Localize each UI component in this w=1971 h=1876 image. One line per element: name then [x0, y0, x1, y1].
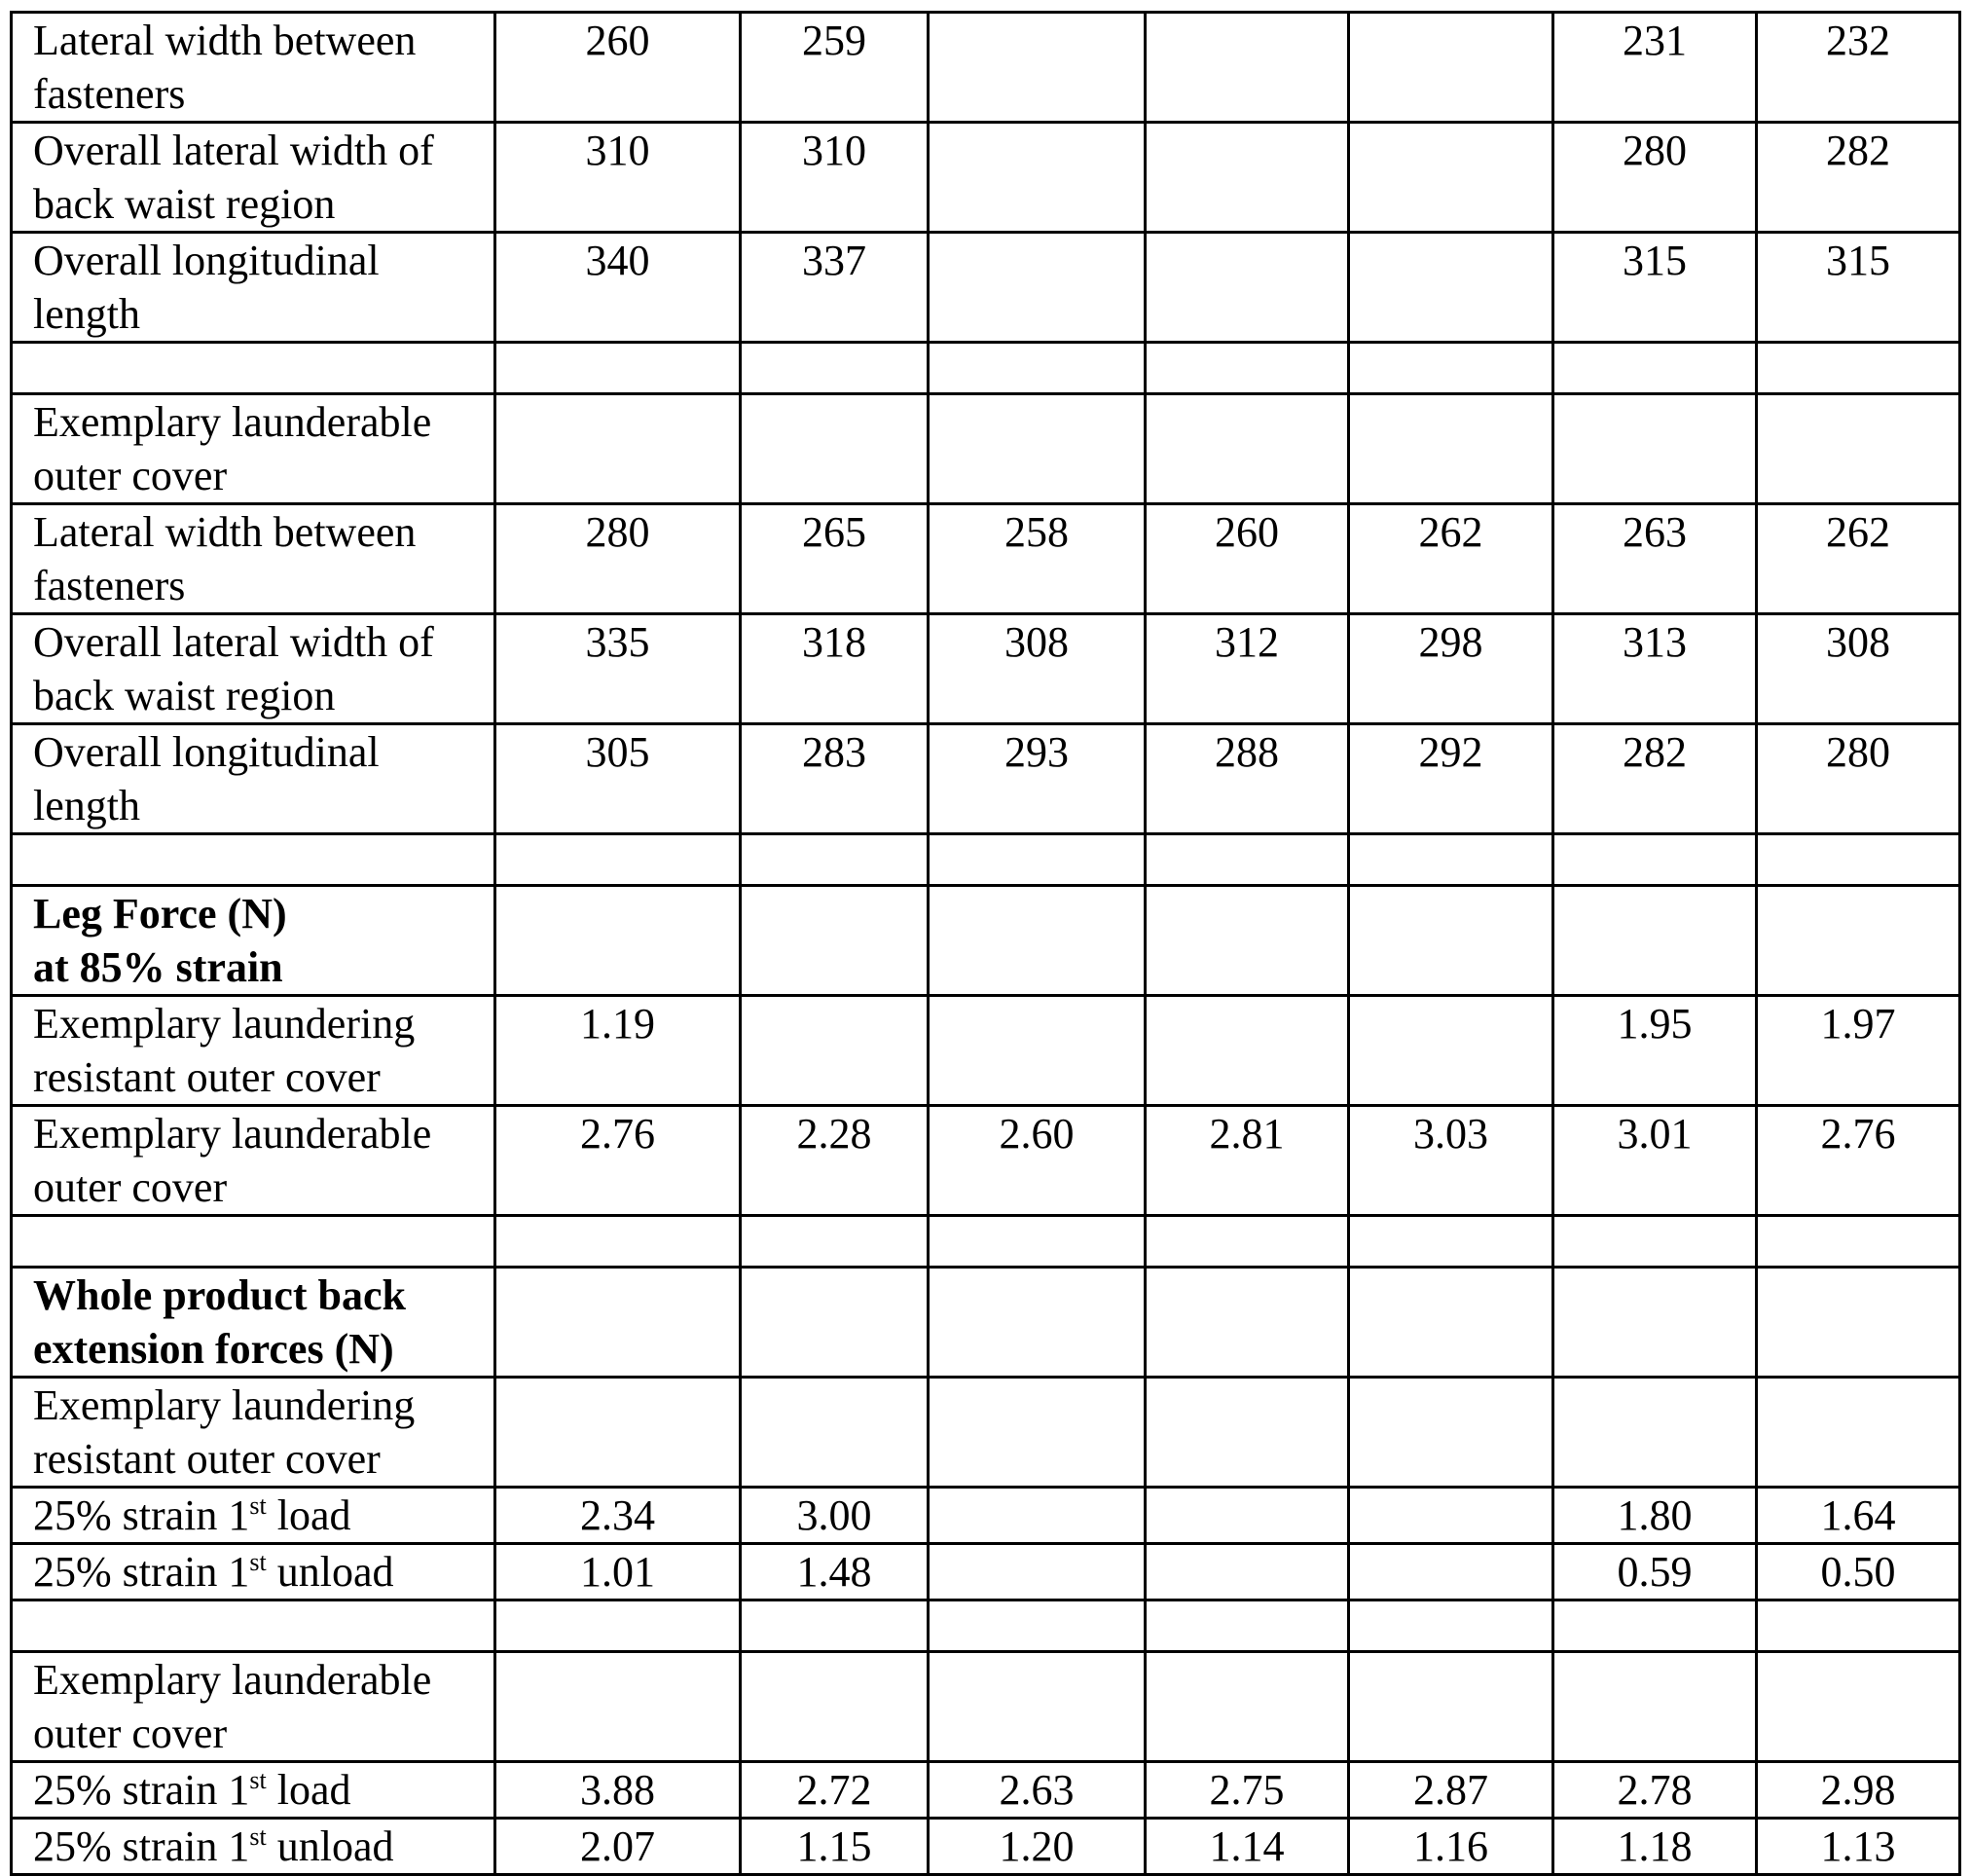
cell-value: 258 [929, 504, 1146, 614]
cell-value [1553, 1378, 1757, 1488]
cell-value [1553, 1600, 1757, 1652]
cell-value: 298 [1349, 614, 1553, 724]
cell-value: 2.72 [741, 1762, 929, 1819]
row-label-text: 25% strain 1 [33, 1766, 250, 1814]
cell-value [495, 1600, 741, 1652]
cell-value [1349, 1544, 1553, 1600]
cell-value: 259 [741, 13, 929, 123]
table-row-overall-longitudinal-length [12, 233, 1960, 343]
cell-value: 2.76 [1757, 1106, 1960, 1216]
cell-value [929, 996, 1146, 1106]
cell-value [1349, 123, 1553, 233]
row-label [12, 834, 495, 886]
cell-value [495, 1216, 741, 1268]
cell-value: 308 [1757, 614, 1960, 724]
cell-value [1146, 233, 1349, 343]
ordinal-suffix: st [249, 1548, 267, 1576]
cell-value [1349, 886, 1553, 996]
cell-value: 1.14 [1146, 1819, 1349, 1875]
row-label: Overall longitudinal length [12, 233, 495, 343]
cell-value: 260 [1146, 504, 1349, 614]
cell-value [1349, 1378, 1553, 1488]
table-row-heading-leg-force [12, 886, 1960, 996]
cell-value: 1.15 [741, 1819, 929, 1875]
cell-value [929, 1600, 1146, 1652]
cell-value: 2.87 [1349, 1762, 1553, 1819]
table-row-launderable-outer-cover [12, 1106, 1960, 1216]
cell-value: 308 [929, 614, 1146, 724]
cell-value [1349, 394, 1553, 504]
cell-value: 282 [1553, 724, 1757, 834]
cell-value [495, 886, 741, 996]
cell-value: 2.76 [495, 1106, 741, 1216]
ordinal-suffix: st [249, 1822, 267, 1851]
section-heading: Whole product back extension forces (N) [12, 1268, 495, 1378]
cell-value [929, 1652, 1146, 1762]
cell-value [929, 1544, 1146, 1600]
cell-value [1349, 996, 1553, 1106]
cell-value: 1.13 [1757, 1819, 1960, 1875]
table-row-subheading-laundering-resistant [12, 1378, 1960, 1488]
cell-value [929, 123, 1146, 233]
table-row-subheading-launderable-outer-cover [12, 394, 1960, 504]
table-row-strain-unload [12, 1544, 1960, 1600]
cell-value: 1.80 [1553, 1488, 1757, 1544]
cell-value [1553, 1268, 1757, 1378]
cell-value: 1.64 [1757, 1488, 1960, 1544]
cell-value [1349, 13, 1553, 123]
table-row-overall-longitudinal-length [12, 724, 1960, 834]
table-body [12, 13, 1960, 1875]
table-row-subheading-launderable-outer-cover [12, 1652, 1960, 1762]
cell-value: 305 [495, 724, 741, 834]
cell-value [1146, 886, 1349, 996]
row-label [12, 1600, 495, 1652]
cell-value [1757, 394, 1960, 504]
cell-value [741, 834, 929, 886]
table-row-overall-lateral-width [12, 123, 1960, 233]
cell-value [1146, 1652, 1349, 1762]
cell-value: 1.95 [1553, 996, 1757, 1106]
cell-value [1146, 13, 1349, 123]
cell-value: 335 [495, 614, 741, 724]
cell-value [929, 233, 1146, 343]
cell-value [1757, 1216, 1960, 1268]
row-label: Exemplary launderable outer cover [12, 1106, 495, 1216]
cell-value: 2.81 [1146, 1106, 1349, 1216]
cell-value [1146, 1488, 1349, 1544]
cell-value: 1.19 [495, 996, 741, 1106]
row-label [12, 1762, 495, 1819]
cell-value: 337 [741, 233, 929, 343]
cell-value: 310 [495, 123, 741, 233]
measurement-table [10, 11, 1961, 1876]
cell-value [495, 343, 741, 394]
cell-value [741, 996, 929, 1106]
cell-value: 3.00 [741, 1488, 929, 1544]
ordinal-suffix: st [249, 1491, 267, 1520]
cell-value [495, 1268, 741, 1378]
row-label [12, 1544, 495, 1600]
table-row-lateral-width-between-fasteners [12, 13, 1960, 123]
cell-value [1146, 834, 1349, 886]
row-label: Lateral width between fasteners [12, 504, 495, 614]
row-label-text: 25% strain 1 [33, 1491, 250, 1539]
cell-value: 263 [1553, 504, 1757, 614]
cell-value: 3.01 [1553, 1106, 1757, 1216]
table-row-blank [12, 1600, 1960, 1652]
row-label: Overall lateral width of back waist region [12, 123, 495, 233]
section-heading [12, 886, 495, 996]
cell-value [741, 394, 929, 504]
table-row-laundering-resistant-outer-cover [12, 996, 1960, 1106]
cell-value: 3.88 [495, 1762, 741, 1819]
cell-value: 1.20 [929, 1819, 1146, 1875]
cell-value [1553, 1216, 1757, 1268]
cell-value [929, 1268, 1146, 1378]
table-row-overall-lateral-width [12, 614, 1960, 724]
cell-value: 315 [1553, 233, 1757, 343]
cell-value: 265 [741, 504, 929, 614]
table-row-blank [12, 834, 1960, 886]
table-row-blank [12, 343, 1960, 394]
cell-value: 318 [741, 614, 929, 724]
cell-value [495, 1652, 741, 1762]
cell-value [1553, 886, 1757, 996]
ordinal-suffix: st [249, 1766, 267, 1794]
cell-value: 280 [1553, 123, 1757, 233]
cell-value: 1.16 [1349, 1819, 1553, 1875]
cell-value [1349, 1652, 1553, 1762]
cell-value: 1.01 [495, 1544, 741, 1600]
cell-value [1553, 1652, 1757, 1762]
cell-value: 2.28 [741, 1106, 929, 1216]
cell-value [1757, 834, 1960, 886]
cell-value [1553, 834, 1757, 886]
cell-value: 340 [495, 233, 741, 343]
cell-value: 282 [1757, 123, 1960, 233]
table-row-lateral-width-between-fasteners [12, 504, 1960, 614]
cell-value [929, 886, 1146, 996]
cell-value: 280 [495, 504, 741, 614]
cell-value [1757, 1652, 1960, 1762]
row-label-text: load [266, 1491, 351, 1539]
cell-value: 312 [1146, 614, 1349, 724]
cell-value [1349, 1268, 1553, 1378]
cell-value [741, 1216, 929, 1268]
section-heading-line-1: Leg Force (N) [33, 890, 287, 938]
cell-value: 315 [1757, 233, 1960, 343]
cell-value: 288 [1146, 724, 1349, 834]
cell-value [1146, 1268, 1349, 1378]
cell-value [1757, 1378, 1960, 1488]
cell-value [1146, 1216, 1349, 1268]
cell-value [741, 1268, 929, 1378]
cell-value [1349, 834, 1553, 886]
cell-value: 2.34 [495, 1488, 741, 1544]
row-label: Overall longitudinal length [12, 724, 495, 834]
cell-value [1757, 1268, 1960, 1378]
cell-value: 1.18 [1553, 1819, 1757, 1875]
cell-value [1146, 394, 1349, 504]
cell-value [495, 394, 741, 504]
cell-value: 2.78 [1553, 1762, 1757, 1819]
row-label [12, 343, 495, 394]
cell-value [1146, 1544, 1349, 1600]
row-label: Exemplary laundering resistant outer cover [12, 996, 495, 1106]
cell-value: 2.98 [1757, 1762, 1960, 1819]
row-label-text: load [266, 1766, 351, 1814]
cell-value [495, 1378, 741, 1488]
cell-value [1757, 343, 1960, 394]
cell-value [741, 1378, 929, 1488]
cell-value [929, 1378, 1146, 1488]
cell-value: 1.48 [741, 1544, 929, 1600]
cell-value [495, 834, 741, 886]
cell-value: 293 [929, 724, 1146, 834]
cell-value: 3.03 [1349, 1106, 1553, 1216]
cell-value: 310 [741, 123, 929, 233]
row-subheading: Exemplary launderable outer cover [12, 394, 495, 504]
row-subheading: Exemplary launderable outer cover [12, 1652, 495, 1762]
cell-value: 1.97 [1757, 996, 1960, 1106]
cell-value [1349, 1600, 1553, 1652]
row-label [12, 1819, 495, 1875]
row-label [12, 1488, 495, 1544]
cell-value: 2.60 [929, 1106, 1146, 1216]
cell-value [1553, 394, 1757, 504]
table-row-strain-load [12, 1762, 1960, 1819]
cell-value: 292 [1349, 724, 1553, 834]
cell-value [929, 1216, 1146, 1268]
row-subheading: Exemplary laundering resistant outer cover [12, 1378, 495, 1488]
cell-value [741, 1600, 929, 1652]
cell-value [1757, 886, 1960, 996]
cell-value: 313 [1553, 614, 1757, 724]
row-label: Overall lateral width of back waist region [12, 614, 495, 724]
row-label: Lateral width between fasteners [12, 13, 495, 123]
cell-value [1146, 996, 1349, 1106]
cell-value: 2.63 [929, 1762, 1146, 1819]
cell-value [929, 834, 1146, 886]
cell-value [1349, 1488, 1553, 1544]
cell-value [741, 1652, 929, 1762]
cell-value [1757, 1600, 1960, 1652]
cell-value [1349, 233, 1553, 343]
cell-value: 262 [1349, 504, 1553, 614]
row-label-text: unload [266, 1822, 394, 1870]
cell-value: 2.07 [495, 1819, 741, 1875]
cell-value [1146, 1600, 1349, 1652]
table-row-strain-load [12, 1488, 1960, 1544]
cell-value: 280 [1757, 724, 1960, 834]
cell-value: 0.50 [1757, 1544, 1960, 1600]
cell-value: 262 [1757, 504, 1960, 614]
cell-value [1146, 123, 1349, 233]
cell-value [741, 886, 929, 996]
cell-value: 2.75 [1146, 1762, 1349, 1819]
cell-value: 232 [1757, 13, 1960, 123]
cell-value [1146, 1378, 1349, 1488]
row-label-text: unload [266, 1548, 394, 1596]
cell-value [929, 1488, 1146, 1544]
cell-value [1349, 1216, 1553, 1268]
cell-value [1349, 343, 1553, 394]
cell-value [929, 394, 1146, 504]
cell-value [929, 13, 1146, 123]
cell-value: 283 [741, 724, 929, 834]
table-row-strain-unload [12, 1819, 1960, 1875]
table-row-blank [12, 1216, 1960, 1268]
row-label-text: 25% strain 1 [33, 1822, 250, 1870]
cell-value [1553, 343, 1757, 394]
row-label-text: 25% strain 1 [33, 1548, 250, 1596]
cell-value [741, 343, 929, 394]
cell-value: 260 [495, 13, 741, 123]
cell-value: 231 [1553, 13, 1757, 123]
cell-value: 0.59 [1553, 1544, 1757, 1600]
row-label [12, 1216, 495, 1268]
cell-value [1146, 343, 1349, 394]
table-row-heading-back-extension-forces [12, 1268, 1960, 1378]
cell-value [929, 343, 1146, 394]
section-heading-line-2: at 85% strain [33, 943, 283, 991]
